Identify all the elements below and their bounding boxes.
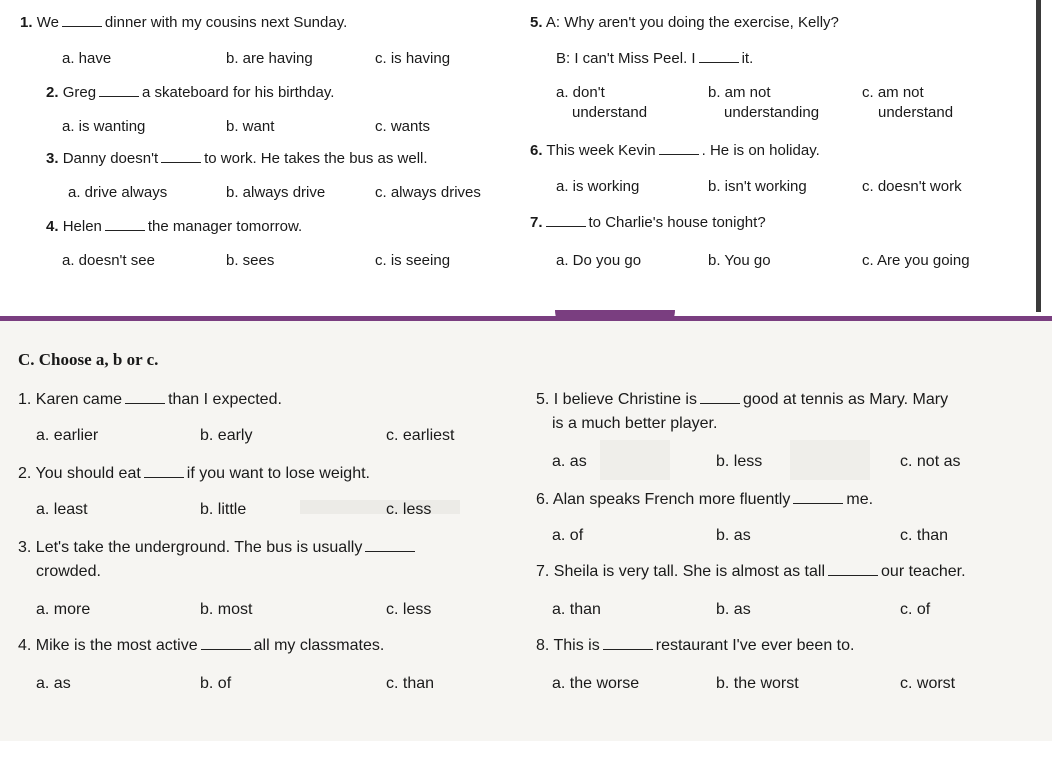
- answer-blank[interactable]: [144, 476, 184, 478]
- question-7: [530, 214, 766, 232]
- option-b[interactable]: b. want: [226, 118, 275, 135]
- question-text: good at tennis as Mary. Mary: [742, 391, 949, 408]
- c-question-7: [536, 562, 966, 581]
- answer-blank[interactable]: [365, 550, 415, 552]
- question-text: to Charlie's house tonight?: [588, 214, 766, 231]
- option-c[interactable]: c. is having: [375, 50, 451, 67]
- option-c[interactable]: c. earliest: [386, 427, 455, 444]
- question-text: 2. You should eat: [18, 465, 141, 482]
- scan-edge-divider: [1036, 0, 1041, 312]
- option-c[interactable]: c. worst: [900, 675, 956, 692]
- option-a[interactable]: a. as: [552, 453, 587, 470]
- c-question-8: [536, 636, 854, 655]
- question-2: [46, 84, 334, 102]
- question-text: the manager tomorrow.: [147, 218, 303, 235]
- option-a[interactable]: a. as: [36, 675, 71, 692]
- option-a[interactable]: a. the worse: [552, 675, 640, 692]
- question-text: me.: [846, 491, 874, 508]
- section-c-heading: C. Choose a, b or c.: [18, 350, 159, 369]
- question-5: [530, 14, 839, 32]
- option-b[interactable]: b. most: [200, 601, 253, 618]
- answer-blank[interactable]: [201, 648, 251, 650]
- option-c[interactable]: c. am not: [862, 84, 924, 101]
- question-number: 5.: [530, 14, 543, 31]
- option-b[interactable]: b. little: [200, 501, 247, 518]
- question-1: [20, 14, 347, 32]
- question-3: [46, 150, 428, 168]
- bleed-through-shadow: [790, 440, 870, 480]
- question-text: to work. He takes the bus as well.: [204, 150, 428, 167]
- answer-blank[interactable]: [125, 402, 165, 404]
- answer-blank[interactable]: [700, 402, 740, 404]
- question-text: Greg: [62, 84, 97, 101]
- question-text: dinner with my cousins next Sunday.: [104, 14, 348, 31]
- option-a[interactable]: a. have: [62, 50, 112, 67]
- option-a[interactable]: a. drive always: [68, 184, 168, 201]
- question-text: a skateboard for his birthday.: [142, 84, 335, 101]
- answer-blank[interactable]: [828, 574, 878, 576]
- option-a[interactable]: a. doesn't see: [62, 252, 155, 269]
- option-a[interactable]: a. least: [36, 501, 88, 518]
- c-question-1: [18, 390, 282, 409]
- question-number: 1.: [20, 14, 33, 31]
- question-text: than I expected.: [168, 391, 282, 408]
- answer-blank[interactable]: [603, 648, 653, 650]
- option-b[interactable]: b. less: [716, 453, 763, 470]
- option-c[interactable]: c. less: [386, 601, 432, 618]
- answer-blank[interactable]: [793, 502, 843, 504]
- option-b[interactable]: b. early: [200, 427, 253, 444]
- option-c[interactable]: c. Are you going: [862, 252, 970, 269]
- question-text: Helen: [62, 218, 102, 235]
- option-a[interactable]: a. Do you go: [556, 252, 642, 269]
- answer-blank[interactable]: [99, 95, 139, 97]
- question-text-continued: crowded.: [36, 563, 101, 580]
- option-a[interactable]: a. of: [552, 527, 584, 544]
- question-text: This week Kevin: [546, 142, 656, 159]
- option-c[interactable]: c. not as: [900, 453, 961, 470]
- question-text: 1. Karen came: [18, 391, 123, 408]
- question-text: 6. Alan speaks French more fluently: [536, 491, 791, 508]
- option-b[interactable]: b. as: [716, 527, 751, 544]
- option-b[interactable]: b. am not: [708, 84, 771, 101]
- option-b[interactable]: b. the worst: [716, 675, 799, 692]
- bleed-through-shadow: [600, 440, 670, 480]
- question-4: [46, 218, 302, 236]
- question-text: our teacher.: [881, 563, 966, 580]
- question-text: 8. This is: [536, 637, 600, 654]
- question-text: . He is on holiday.: [701, 142, 820, 159]
- c-question-4: [18, 636, 384, 655]
- option-a[interactable]: a. is working: [556, 178, 640, 195]
- option-c[interactable]: c. is seeing: [375, 252, 451, 269]
- answer-blank[interactable]: [62, 25, 102, 27]
- option-b[interactable]: b. isn't working: [708, 178, 807, 195]
- c-question-6: [536, 490, 873, 509]
- option-a[interactable]: a. than: [552, 601, 601, 618]
- answer-blank[interactable]: [105, 229, 145, 231]
- question-number: 2.: [46, 84, 59, 101]
- question-number: 7.: [530, 214, 543, 231]
- option-c-continued[interactable]: understand: [878, 104, 954, 121]
- bleed-through-shadow: [300, 500, 460, 514]
- option-c[interactable]: c. wants: [375, 118, 431, 135]
- question-text: B: I can't Miss Peel. I: [556, 50, 696, 67]
- option-a[interactable]: a. earlier: [36, 427, 99, 444]
- question-number: 6.: [530, 142, 543, 159]
- option-c[interactable]: c. than: [900, 527, 949, 544]
- question-text: Danny doesn't: [62, 150, 159, 167]
- answer-blank[interactable]: [161, 161, 201, 163]
- question-text: all my classmates.: [253, 637, 385, 654]
- question-5-line-2: [556, 50, 753, 68]
- question-text: restaurant I've ever been to.: [655, 637, 855, 654]
- answer-blank[interactable]: [659, 153, 699, 155]
- question-text: it.: [741, 50, 754, 67]
- answer-blank[interactable]: [699, 61, 739, 63]
- question-text: 5. I believe Christine is: [536, 391, 697, 408]
- question-text: We: [36, 14, 59, 31]
- question-text: A: Why aren't you doing the exercise, Kelly?: [545, 14, 839, 31]
- question-text: if you want to lose weight.: [186, 465, 370, 482]
- option-c[interactable]: c. of: [900, 601, 931, 618]
- option-b[interactable]: b. are having: [226, 50, 313, 67]
- option-b[interactable]: b. as: [716, 601, 751, 618]
- option-b[interactable]: b. sees: [226, 252, 275, 269]
- question-number: 4.: [46, 218, 59, 235]
- option-c[interactable]: c. less: [386, 501, 432, 518]
- option-b[interactable]: b. always drive: [226, 184, 326, 201]
- option-b[interactable]: b. You go: [708, 252, 771, 269]
- page-bottom-margin: [0, 741, 1052, 764]
- question-text: 4. Mike is the most active: [18, 637, 198, 654]
- question-6: [530, 142, 820, 160]
- option-a-continued[interactable]: understand: [572, 104, 648, 121]
- c-question-3: [18, 538, 418, 557]
- option-a[interactable]: a. is wanting: [62, 118, 146, 135]
- option-b[interactable]: b. of: [200, 675, 232, 692]
- question-text-continued: is a much better player.: [552, 415, 718, 432]
- c-question-2: [18, 464, 370, 483]
- option-c[interactable]: c. doesn't work: [862, 178, 962, 195]
- question-text: 7. Sheila is very tall. She is almost as tall: [536, 563, 826, 580]
- answer-blank[interactable]: [546, 225, 586, 227]
- question-number: 3.: [46, 150, 59, 167]
- option-a[interactable]: a. don't: [556, 84, 605, 101]
- option-b-continued[interactable]: understanding: [724, 104, 820, 121]
- option-c[interactable]: c. than: [386, 675, 435, 692]
- option-a[interactable]: a. more: [36, 601, 91, 618]
- c-question-5: [536, 390, 948, 409]
- question-text: 3. Let's take the underground. The bus is usually: [18, 539, 363, 556]
- option-c[interactable]: c. always drives: [375, 184, 481, 201]
- section-c-panel: [0, 321, 1052, 741]
